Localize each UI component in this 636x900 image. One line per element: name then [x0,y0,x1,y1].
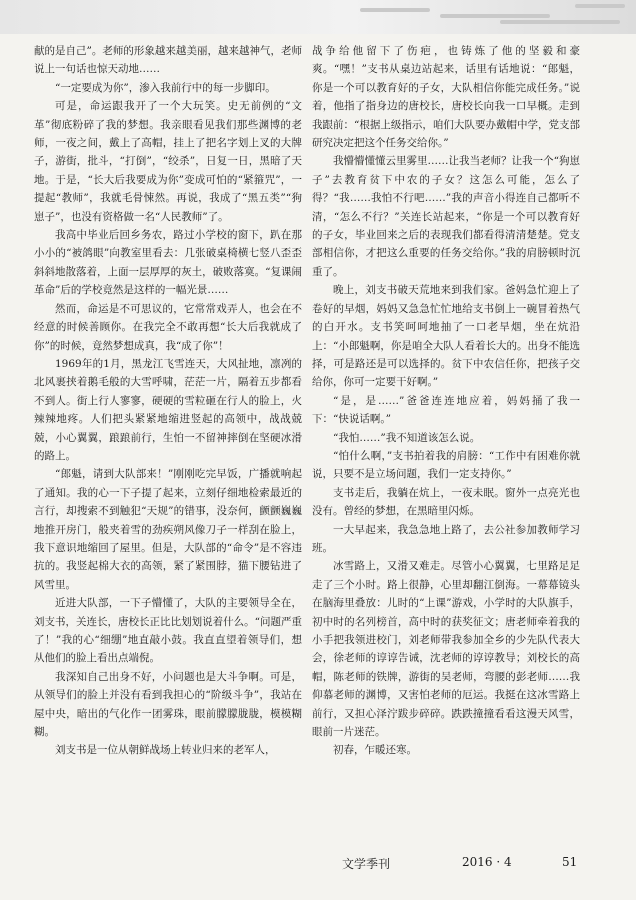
paragraph: 我深知自己出身不好，小问题也是大斗争啊。可是，从领导们的脸上并没有看到我担心的“阶级斗争”，我站在屋中央，暗出的气化作一团雾珠，眼前朦朦胧胧，模模糊糊。 [34,670,302,739]
right-text-column [312,42,580,842]
paragraph: 晚上，刘支书破天荒地来到我们家。爸妈急忙迎上了卷好的早烟，妈妈又急急忙忙地给支书倒上一碗冒着热气的白开水。支书笑呵呵地抽了一口老旱烟，坐在炕沿上：“小郎魁啊，你是咱全大队人看着长大的。出身不能选择，可是路还是可以选择的。贫下中农信任你，把孩子交给你，你可一定要干好啊。” [312,284,580,389]
paragraph: 近进大队部，一下子懵懂了，大队的主要领导全在，刘支书，关连长，唐校长正比比划划说着什么。“问题严重了！”我的心“细绷”地直敲小鼓。我直直望着领导们，想从他们的脸上看出点端倪。 [34,597,302,665]
header-stripe [575,4,625,8]
paragraph: 支书走后，我躺在炕上，一夜未眠。窗外一点亮光也没有。曾经的梦想，在黑暗里闪烁。 [312,486,580,518]
paragraph: “一定要成为你”，渗入我前行中的每一步脚印。 [55,81,276,94]
paragraph: 献的是自己”。老师的形象越来越美丽，越来越神气，老师说上一句话也惊天动地…… [34,45,302,76]
magazine-name: 文学季刊 [342,857,391,871]
paragraph: 1969年的1月，黑龙江飞雪连天，大风扯地，凛冽的北风裹挟着鹅毛般的大雪呼啸，茫茫一片，隔着五步都看不到人。街上行人寥寥，硬硬的雪粒砸在行人的脸上，火辣辣地疼。人们把头紧紧地缩进竖起的高领中，战战兢兢，小心翼翼，踉踉前行，生怕一不留神摔倒在坚硬冰滑的路上。 [34,357,302,462]
header-stripe [440,14,550,18]
paragraph: 我懵懵懂懂云里雾里……让我当老师？让我一个“狗崽子”去教育贫下中农的子女？这怎么可能，怎么了得？“我……我怕不行吧……”我的声音小得连自己都听不清，“怎么不行？”关连长站起来，“你是一个可以教育好的子女，毕业回来之后的表现我们都看得清清楚楚。党支部相信你，才把这么重要的任务交给你。”我的肩膀顿时沉重了。 [312,155,580,278]
issue-number: 2016 · 4 [462,855,512,869]
page-number: 51 [562,855,578,869]
paragraph: 冰雪路上，又滑又难走。尽管小心翼翼，七里路足足走了三个小时。路上很静，心里却翻江倒海。一幕幕镜头在脑海里叠放：儿时的“上课”游戏，小学时的大队旗手，初中时的名列榜首，高中时的获奖征文；唐老师牵着我的小手把我领进校门，刘老师带我参加全乡的少先队代表大会，徐老师的谆谆告诫，沈老师的谆谆教导；刘校长的高帽，陈老师的铁牌，游街的吴老师，弯腰的彭老师……我仰慕老师的渊博，又害怕老师的厄运。我挺在这冰雪路上前行，又担心泽泞跋步碎碎。跌跌撞撞看看这漫天风雪，眼前一片迷茫。 [312,560,580,739]
header-band [0,0,636,34]
paragraph: 刘支书是一位从朝鲜战场上转业归来的老军人， [55,744,276,757]
page-footer [312,855,612,879]
paragraph: “我怕……”我不知道该怎么说。 [333,431,481,444]
paragraph: 然而，命运是不可思议的，它常常戏弄人，也会在不经意的时候善顾你。在我完全不敢再想“长大后我就成了你”的时候，竟然梦想成真，我“成了你”！ [34,302,302,352]
paragraph: 一大早起来，我急急地上路了，去公社参加教师学习班。 [312,523,580,554]
paragraph: 我高中毕业后回乡务农，路过小学校的窗下，趴在那小小的“被鸽眼”向教室里看去：几张破桌椅横七竖八歪歪斜斜地散落着，上面一层厚厚的灰土，破败落寞。“复课闹革命”后的学校竟然是这样的一幅光景…… [34,229,302,297]
paragraph: 战争给他留下了伤疤，也铸炼了他的坚毅和豪爽。“嘿！”支书从桌边站起来，话里有话地说：“郎魁，你是一个可以教育好的子女，大队相信你能完成任务。”说着，他指了指身边的唐校长，唐校长向我一口早概。走到我跟前：“根据上级指示，咱们大队要办戴帽中学，党支部研究决定把这个任务交给你。” [312,45,580,150]
header-stripe [360,8,430,12]
header-stripe [500,20,620,24]
paragraph: “郎魁，请到大队部来！”刚刚吃完早饭，广播就响起了通知。我的心一下子提了起来，立刻仔细地检索最近的言行，却搜索不到触犯“天规”的错事，没奈何，颤颤巍巍地推开房门，般夹着雪的劲疾朔风像刀子一样刮在脸上，我下意识地缩回了屋里。但是，大队部的“命令”是不容违抗的。我竖起棉大衣的高领，紧了紧围脖，猫下腰钻进了风雪里。 [34,468,302,591]
paragraph: “怕什么啊，”支书拍着我的肩膀：“工作中有困难你就说，只要不是立场问题，我们一定支持你。” [312,449,580,481]
paragraph: 可是，命运跟我开了一个大玩笑。史无前例的“文革”彻底粉碎了我的梦想。我亲眼看见我们那些渊博的老师，一夜之间，戴上了高帽，挂上了把名字划上叉的大牌子，游街，批斗，“打倒”，“绞杀”，日复一日，黑暗了天地。于是，“长大后我要成为你”变成可怕的“紧箍咒”，一提起“教师”，我就毛骨悚然。再说，我成了“黑五类”“狗崽子”，也没有资格做一名“人民教师”了。 [34,100,302,223]
left-text-column [34,42,302,842]
paragraph: 初春，乍暖还寒。 [333,744,417,757]
paragraph: “是，是……”爸爸连连地应着，妈妈捅了我一下：“快说话啊。” [312,394,580,426]
